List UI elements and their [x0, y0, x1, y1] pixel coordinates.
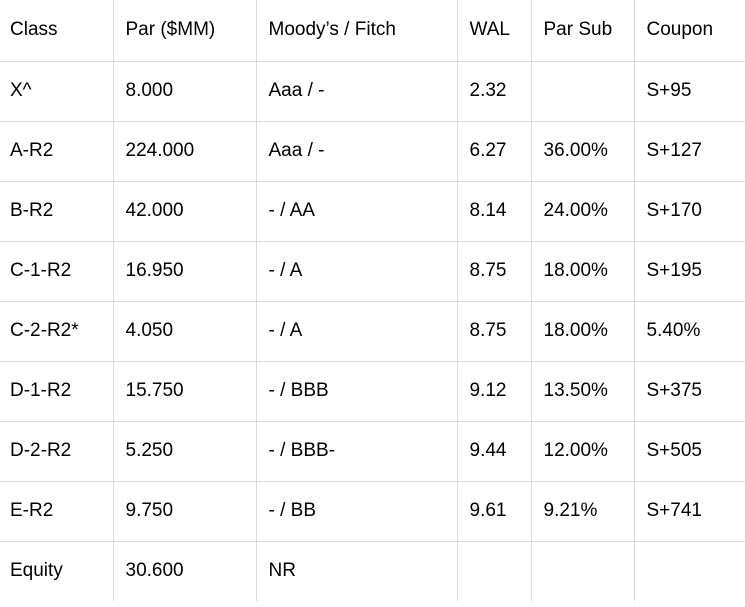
column-header-wal: WAL: [457, 0, 531, 61]
cell-par-sub: 24.00%: [531, 181, 634, 241]
cell-par-sub: 13.50%: [531, 361, 634, 421]
cell-coupon: S+741: [634, 481, 745, 541]
cell-wal: 9.61: [457, 481, 531, 541]
cell-class: C-1-R2: [0, 241, 113, 301]
cell-ratings: - / A: [256, 301, 457, 361]
cell-par-sub: [531, 541, 634, 601]
table-row: [0, 421, 745, 481]
cell-class: B-R2: [0, 181, 113, 241]
cell-class: E-R2: [0, 481, 113, 541]
table-row: [0, 301, 745, 361]
cell-ratings: - / BBB: [256, 361, 457, 421]
cell-par: 4.050: [113, 301, 256, 361]
cell-coupon: S+170: [634, 181, 745, 241]
cell-ratings: - / A: [256, 241, 457, 301]
column-header-class: Class: [0, 0, 113, 61]
table-row: [0, 61, 745, 121]
cell-coupon: S+375: [634, 361, 745, 421]
cell-wal: 2.32: [457, 61, 531, 121]
cell-coupon: 5.40%: [634, 301, 745, 361]
cell-coupon: S+95: [634, 61, 745, 121]
cell-class: A-R2: [0, 121, 113, 181]
cell-wal: 9.12: [457, 361, 531, 421]
column-header-par: Par ($MM): [113, 0, 256, 61]
cell-par: 15.750: [113, 361, 256, 421]
cell-coupon: S+505: [634, 421, 745, 481]
cell-par-sub: 18.00%: [531, 301, 634, 361]
cell-par: 42.000: [113, 181, 256, 241]
cell-class: Equity: [0, 541, 113, 601]
cell-wal: 8.14: [457, 181, 531, 241]
cell-class: C-2-R2*: [0, 301, 113, 361]
cell-ratings: Aaa / -: [256, 61, 457, 121]
cell-par-sub: 18.00%: [531, 241, 634, 301]
cell-par-sub: 36.00%: [531, 121, 634, 181]
column-header-ratings: Moody’s / Fitch: [256, 0, 457, 61]
table-header-row: [0, 0, 745, 61]
cell-par-sub: [531, 61, 634, 121]
cell-wal: 6.27: [457, 121, 531, 181]
cell-wal: [457, 541, 531, 601]
table-row: [0, 481, 745, 541]
cell-wal: 8.75: [457, 241, 531, 301]
cell-ratings: - / BB: [256, 481, 457, 541]
cell-wal: 9.44: [457, 421, 531, 481]
cell-coupon: [634, 541, 745, 601]
cell-class: X^: [0, 61, 113, 121]
cell-par: 9.750: [113, 481, 256, 541]
cell-par-sub: 12.00%: [531, 421, 634, 481]
table-row: [0, 241, 745, 301]
cell-ratings: NR: [256, 541, 457, 601]
cell-class: D-1-R2: [0, 361, 113, 421]
cell-wal: 8.75: [457, 301, 531, 361]
cell-par: 16.950: [113, 241, 256, 301]
cell-ratings: - / BBB-: [256, 421, 457, 481]
cell-par-sub: 9.21%: [531, 481, 634, 541]
cell-par: 224.000: [113, 121, 256, 181]
cell-coupon: S+195: [634, 241, 745, 301]
column-header-par-sub: Par Sub: [531, 0, 634, 61]
column-header-coupon: Coupon: [634, 0, 745, 61]
cell-coupon: S+127: [634, 121, 745, 181]
cell-ratings: Aaa / -: [256, 121, 457, 181]
cell-class: D-2-R2: [0, 421, 113, 481]
cell-par: 30.600: [113, 541, 256, 601]
table-row: [0, 361, 745, 421]
cell-ratings: - / AA: [256, 181, 457, 241]
table-row: [0, 541, 745, 601]
cell-par: 8.000: [113, 61, 256, 121]
table-row: [0, 181, 745, 241]
cell-par: 5.250: [113, 421, 256, 481]
table-row: [0, 121, 745, 181]
